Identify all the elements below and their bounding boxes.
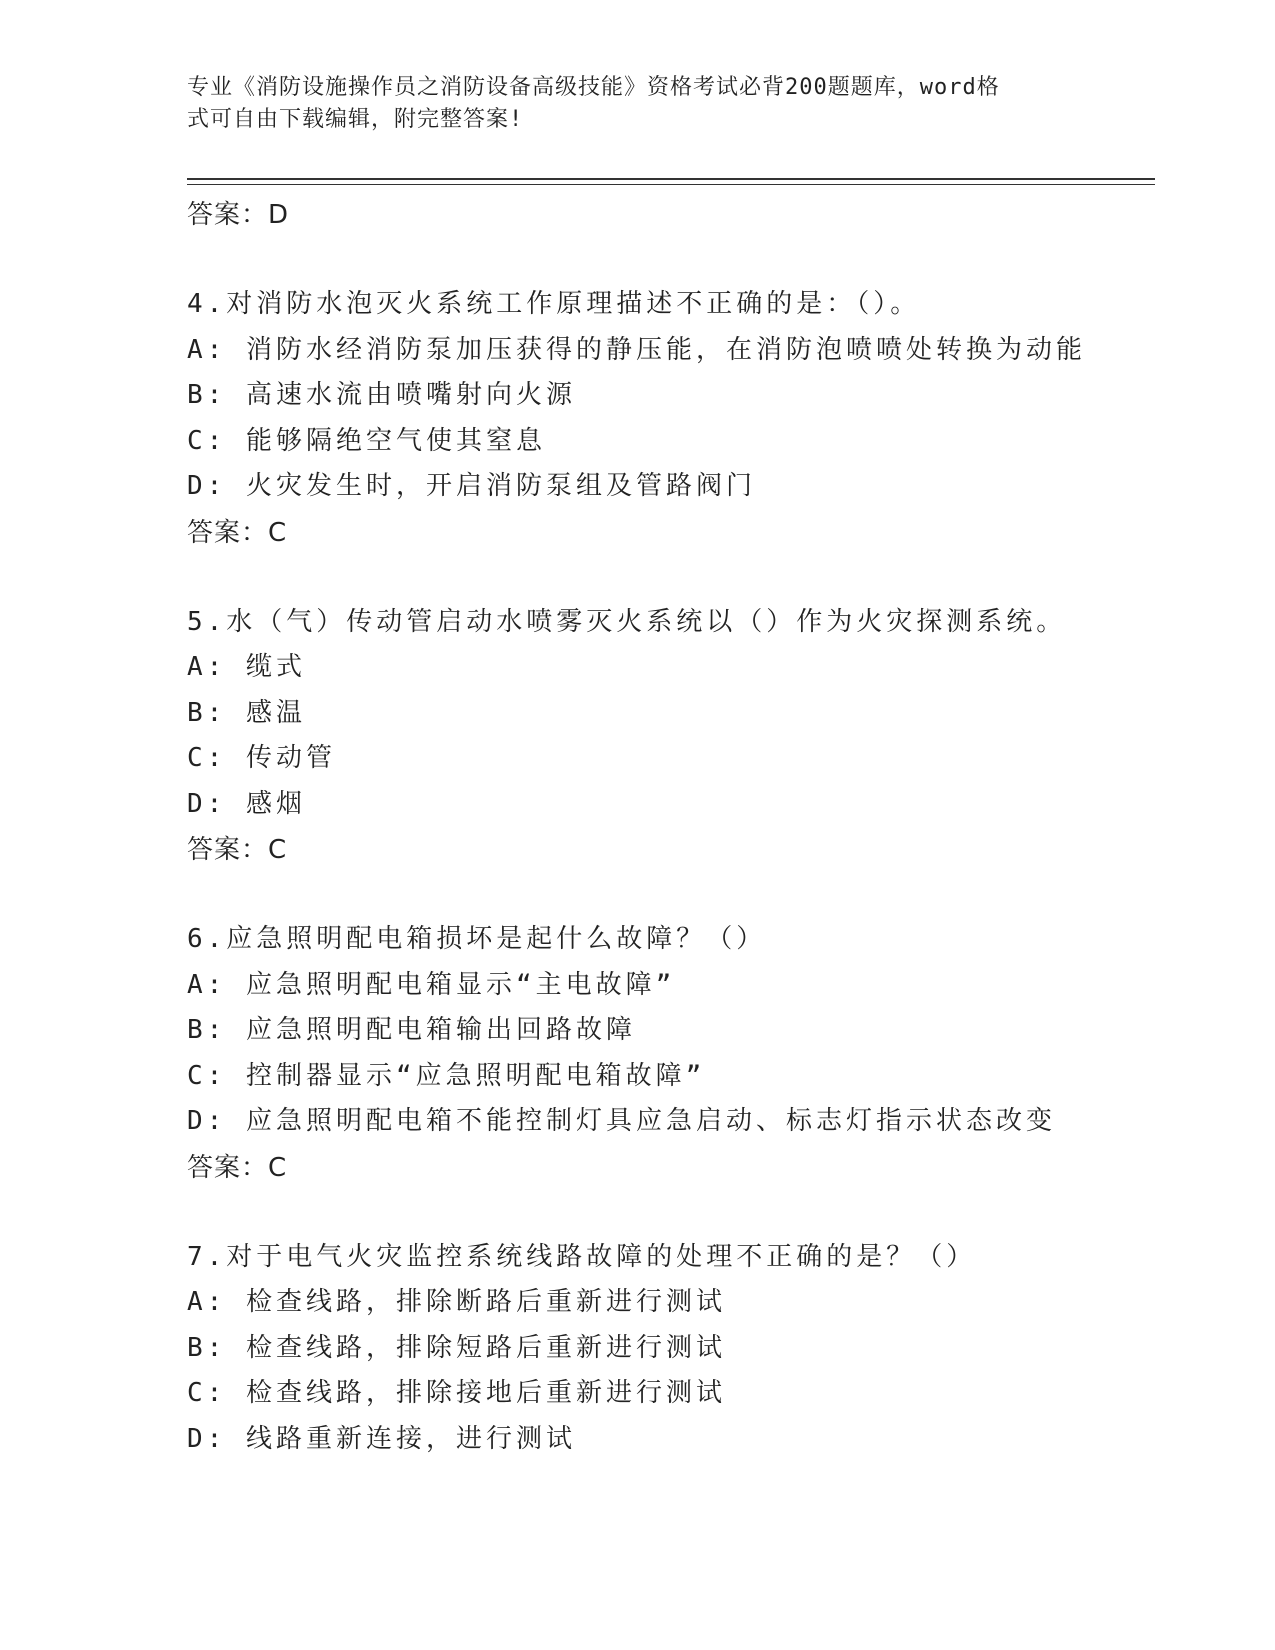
question-stem: 4.对消防水泡灭火系统工作原理描述不正确的是：（）。 (187, 289, 921, 319)
option-a: A: 消防水经消防泵加压获得的静压能，在消防泡喷喷处转换为动能 (187, 334, 1086, 365)
question-list (187, 192, 1147, 1462)
option-d: D: 线路重新连接，进行测试 (187, 1423, 576, 1454)
question-6 (187, 917, 1147, 1191)
header-line-2: 式可自由下载编辑，附完整答案! (187, 107, 524, 132)
option-b: B: 应急照明配电箱输出回路故障 (187, 1015, 636, 1045)
option-a: A: 缆式 (187, 652, 306, 682)
question-stem: 5.水（气）传动管启动水喷雾灭火系统以（）作为火灾探测系统。 (187, 606, 1067, 637)
option-d: D: 感烟 (187, 788, 306, 819)
question-stem: 6.应急照明配电箱损坏是起什么故障？（） (187, 924, 767, 954)
option-d: D: 应急照明配电箱不能控制灯具应急启动、标志灯指示状态改变 (187, 1106, 1056, 1136)
option-b: B: 高速水流由喷嘴射向火源 (187, 380, 576, 410)
option-a: A: 检查线路，排除断路后重新进行测试 (187, 1287, 726, 1317)
question-stem: 7.对于电气火灾监控系统线路故障的处理不正确的是？（） (187, 1241, 977, 1272)
option-b: B: 检查线路，排除短路后重新进行测试 (187, 1332, 726, 1363)
option-c: C: 检查线路，排除接地后重新进行测试 (187, 1378, 726, 1408)
option-b: B: 感温 (187, 697, 306, 728)
question-4 (187, 282, 1147, 556)
document-header (187, 72, 1067, 136)
option-c: C: 能够隔绝空气使其窒息 (187, 425, 546, 456)
answer-previous: 答案：D (187, 200, 290, 230)
question-7 (187, 1235, 1147, 1463)
option-c: C: 传动管 (187, 743, 336, 773)
header-line-1: 专业《消防设施操作员之消防设备高级技能》资格考试必背200题题库，word格 (187, 75, 1000, 100)
answer: 答案：C (187, 835, 288, 865)
question-5 (187, 600, 1147, 874)
option-c: C: 控制器显示“应急照明配电箱故障” (187, 1060, 706, 1091)
option-d: D: 火灾发生时，开启消防泵组及管路阀门 (187, 471, 756, 501)
header-rule-thick (187, 178, 1155, 180)
option-a: A: 应急照明配电箱显示“主电故障” (187, 969, 676, 1000)
answer: 答案：C (187, 1152, 288, 1183)
header-rule-thin (187, 184, 1155, 185)
answer: 答案：C (187, 517, 288, 548)
